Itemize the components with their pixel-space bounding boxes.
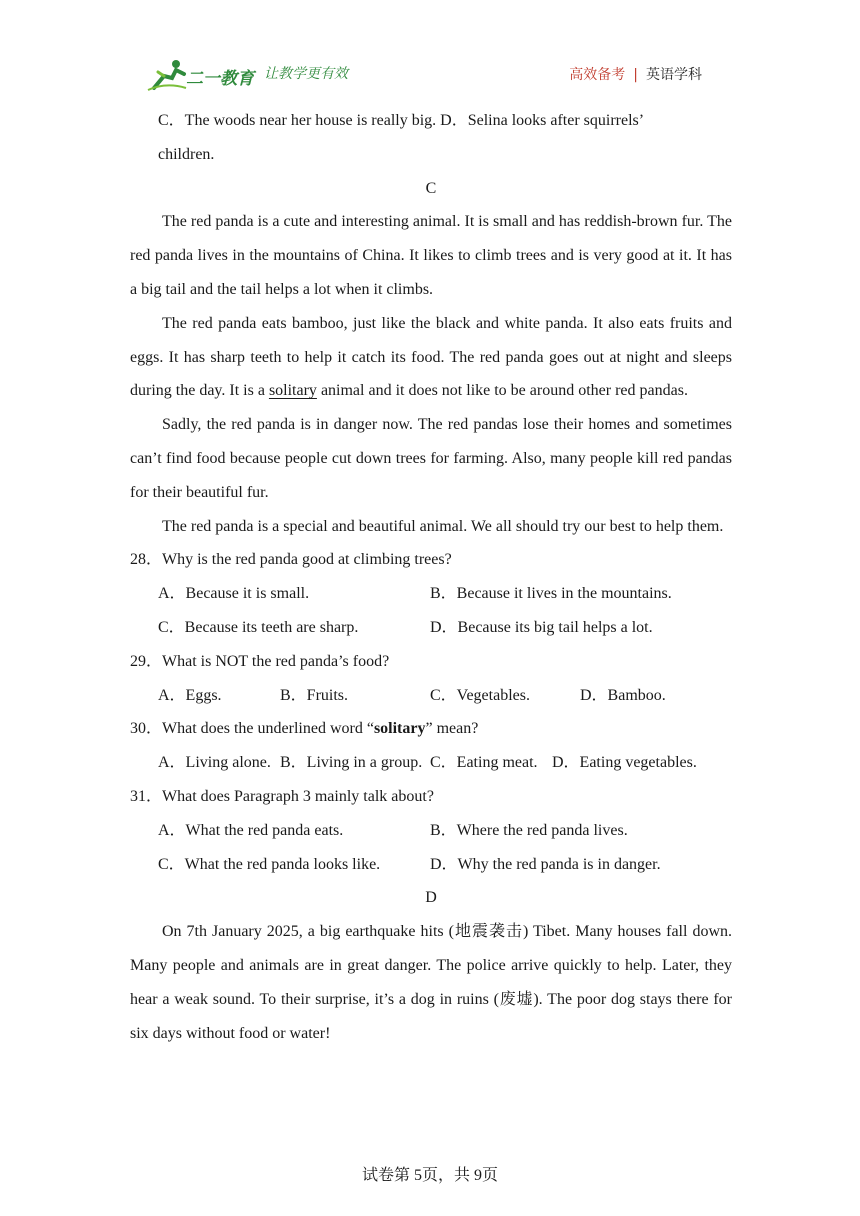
header-right — [569, 64, 702, 84]
header-separator: | — [633, 67, 638, 83]
page-header — [0, 0, 860, 100]
option-c: C．Vegetables. — [430, 686, 530, 704]
question-30-options — [130, 746, 732, 780]
underlined-word: solitary — [268, 382, 317, 400]
passage-c-paragraph-2 — [130, 307, 732, 408]
question-31-options-row-2 — [130, 848, 732, 882]
option-d: D．Why the red panda is in danger. — [430, 855, 661, 873]
option-c: C．Eating meat. — [430, 754, 538, 772]
page-content — [130, 104, 732, 1050]
option-d: D．Because its big tail helps a lot. — [430, 618, 653, 636]
question-31: 31．What does Paragraph 3 mainly talk about? — [130, 787, 434, 805]
option-a: A．What the red panda eats. — [158, 821, 344, 839]
question-30 — [130, 712, 732, 746]
header-tag: 高效备考 — [569, 67, 626, 83]
option-a: A．Because it is small. — [158, 585, 310, 603]
runner-icon — [148, 60, 186, 90]
option-d: D．Eating vegetables. — [552, 754, 697, 772]
question-28: 28．Why is the red panda good at climbing trees? — [130, 551, 452, 569]
paragraph-text: The red panda eats bamboo, just like the black and white panda. It also eats fruits and eggs. It has sharp teeth to help it catch its food. The red panda goes out at night and sleeps during the day. It is a — [130, 314, 732, 400]
section-label-d: D — [425, 889, 437, 907]
question-28-options-row-1 — [130, 577, 732, 611]
option-c: C．What the red panda looks like. — [158, 855, 381, 873]
logo-text: 二一教育 — [186, 69, 254, 89]
question-text: ” mean? — [425, 720, 479, 738]
passage-c-paragraph-3: Sadly, the red panda is in danger now. The red pandas lose their homes and sometimes can’t find food because people cut down trees for farming. Also, many people kill red pandas for their beautiful fur. — [130, 416, 732, 501]
page-footer: 试卷第 5页，共 9页 — [361, 1167, 498, 1184]
logo — [146, 58, 264, 92]
question-text: 30．What does the underlined word “ — [130, 720, 374, 738]
option-d: D．Bamboo. — [580, 686, 666, 704]
passage-c-paragraph-4: The red panda is a special and beautiful animal. We all should try our best to help them. — [162, 517, 724, 535]
bold-word: solitary — [373, 720, 426, 738]
question-29-options — [130, 679, 732, 713]
option-a: A．Eggs. — [158, 686, 222, 704]
passage-d-paragraph-1: On 7th January 2025, a big earthquake hits (地震袭击) Tibet. Many houses fall down. Many people and animals are in great danger. The police arrive quickly to help. Later, they hear a weak sound. To their surprise, it’s a dog in ruins (废墟). The poor dog stays there for six days without food or water! — [130, 923, 732, 1042]
option-b: B．Living in a group. — [280, 754, 423, 772]
option-b: B．Where the red panda lives. — [430, 821, 628, 839]
option-c: C．Because its teeth are sharp. — [158, 618, 359, 636]
option-b: B．Fruits. — [280, 686, 349, 704]
option-a: A．Living alone. — [158, 754, 271, 772]
question-31-options-row-1 — [130, 814, 732, 848]
paragraph-text: animal and it does not like to be around other red pandas. — [316, 382, 688, 400]
passage-c-paragraph-1: The red panda is a cute and interesting animal. It is small and has reddish-brown fur. The red panda lives in the mountains of China. It likes to climb trees and is very good at it. It has a big tail and the tail helps a lot when it climbs. — [130, 213, 732, 298]
question-29: 29．What is NOT the red panda’s food? — [130, 652, 390, 670]
prev-option-line-cont: children. — [158, 145, 215, 163]
question-28-options-row-2 — [130, 611, 732, 645]
header-subject: 英语学科 — [646, 67, 702, 83]
section-label-c: C — [425, 179, 437, 197]
prev-option-line: C．The woods near her house is really big. D．Selina looks after squirrels’ — [158, 112, 645, 129]
option-b: B．Because it lives in the mountains. — [430, 585, 672, 603]
slogan: 让教学更有效 — [264, 66, 348, 82]
